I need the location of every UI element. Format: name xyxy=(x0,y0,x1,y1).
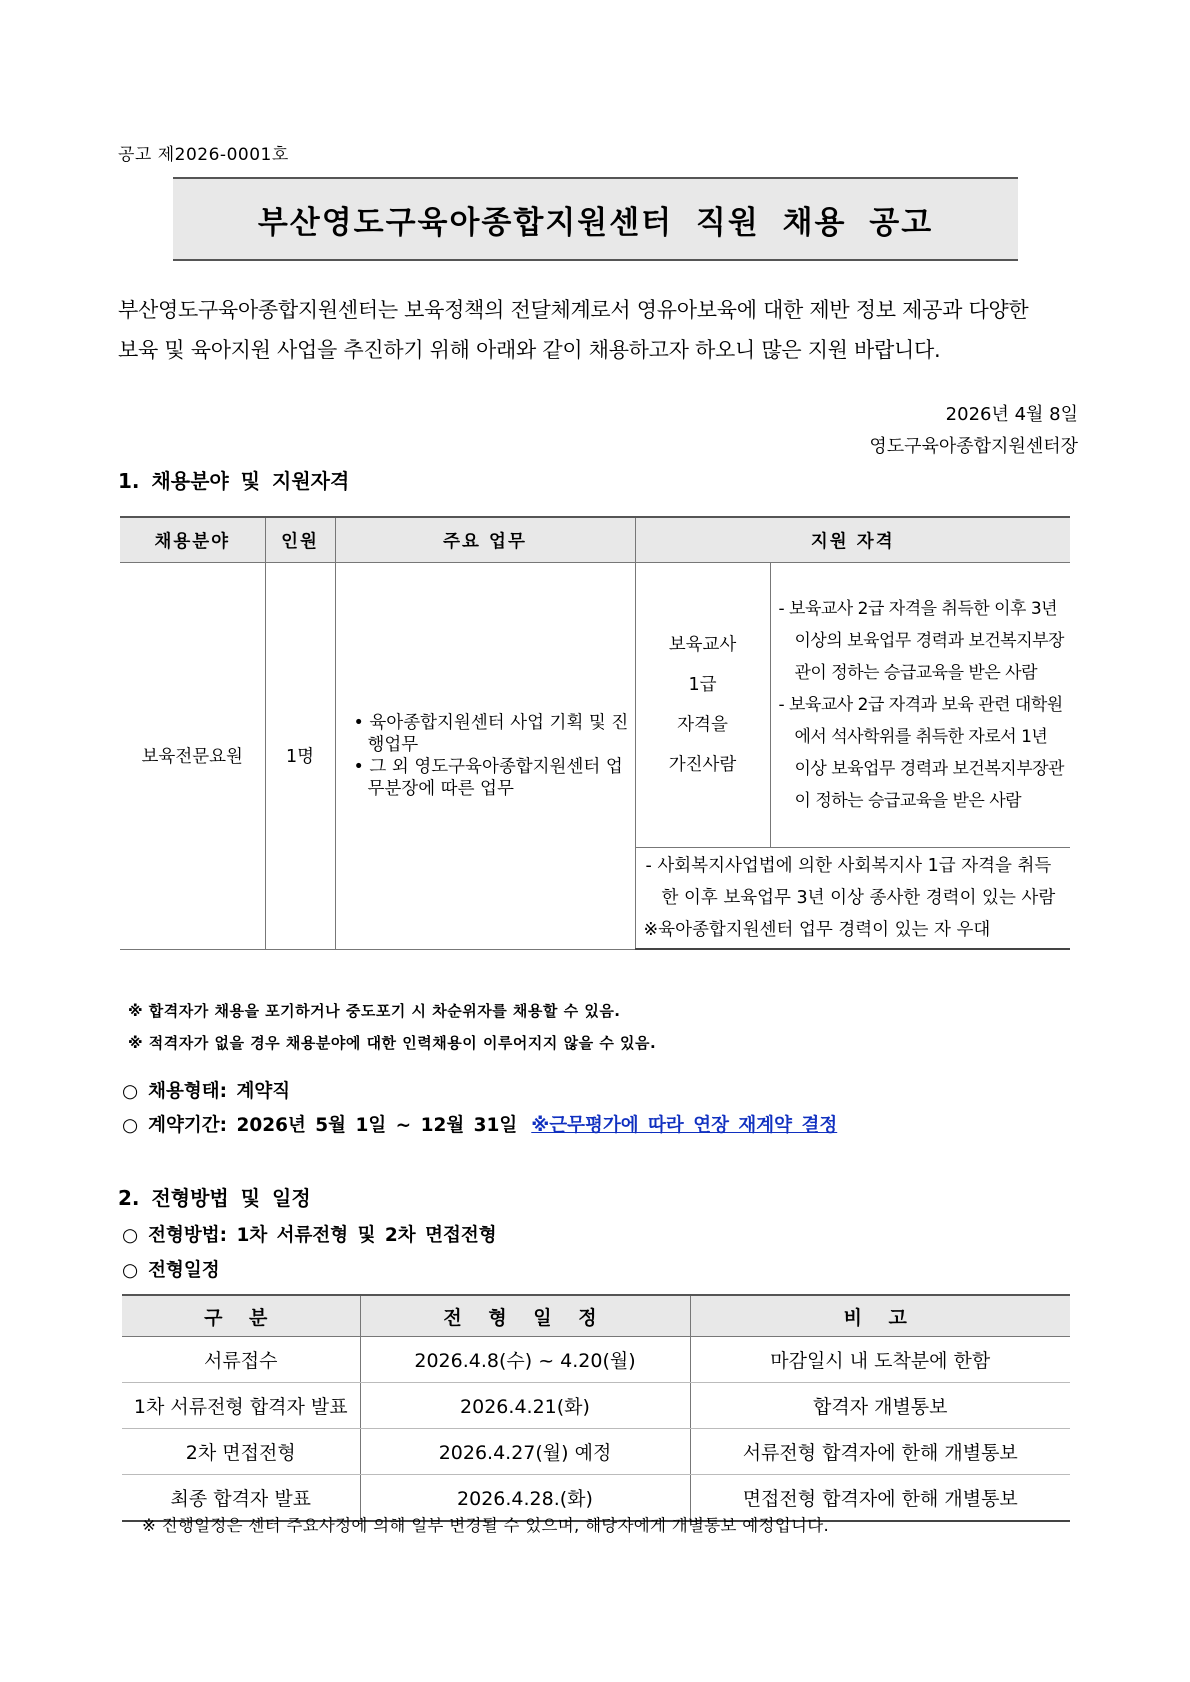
schedule-remark: 합격자 개별통보 xyxy=(690,1383,1070,1429)
schedule-header-row xyxy=(122,1295,1070,1337)
contract-renewal-note: ※근무평가에 따라 연장 재계약 결정 xyxy=(531,1115,838,1136)
contract-period-line xyxy=(122,1111,837,1137)
teacher-qualification-label xyxy=(635,563,770,848)
label-line: 가진사람 xyxy=(668,755,737,775)
schedule-date: 2026.4.27(월) 예정 xyxy=(360,1429,690,1475)
schedule-remark: 마감일시 내 도착분에 한함 xyxy=(690,1337,1070,1383)
employment-type-line xyxy=(122,1077,290,1103)
header-category: 구 분 xyxy=(122,1295,360,1337)
intro-paragraph xyxy=(118,290,1080,370)
qualification-item: - 보육교사 2급 자격을 취득한 이후 3년 이상의 보육업무 경력과 보건복지부장관이 정하는 승급교육을 받은 사람 xyxy=(778,599,1064,683)
schedule-table xyxy=(122,1294,1070,1522)
header-field: 채용분야 xyxy=(120,517,265,563)
schedule-label-line xyxy=(122,1256,220,1282)
schedule-remark: 면접전형 합격자에 한해 개별통보 xyxy=(690,1475,1070,1522)
circle-bullet-icon: ○ xyxy=(122,1115,139,1136)
recruitment-notes xyxy=(128,995,656,1059)
social-worker-qualification xyxy=(635,848,1070,950)
header-qualifications: 지원 자격 xyxy=(635,517,1070,563)
count-cell: 1명 xyxy=(265,563,335,950)
header-count: 인원 xyxy=(265,517,335,563)
intro-line-2: 보육 및 육아지원 사업을 추진하기 위해 아래와 같이 채용하고자 하오니 많은 지원 바랍니다. xyxy=(118,338,941,362)
note-item: ※ 합격자가 채용을 포기하거나 중도포기 시 차순위자를 채용할 수 있음. xyxy=(128,1002,621,1020)
note-item: ※ 적격자가 없을 경우 채용분야에 대한 인력채용이 이루어지지 않을 수 있음. xyxy=(128,1034,657,1052)
table-row xyxy=(122,1337,1070,1383)
schedule-date: 2026.4.21(화) xyxy=(360,1383,690,1429)
label-line: 1급 xyxy=(688,675,717,695)
schedule-date: 2026.4.8(수) ~ 4.20(월) xyxy=(360,1337,690,1383)
schedule-remark: 서류전형 합격자에 한해 개별통보 xyxy=(690,1429,1070,1475)
recruitment-header-row xyxy=(120,517,1070,563)
header-schedule: 전 형 일 정 xyxy=(360,1295,690,1337)
section2-heading: 2. 전형방법 및 일정 xyxy=(118,1186,311,1210)
preference-note: ※육아종합지원센터 업무 경력이 있는 자 우대 xyxy=(643,920,991,940)
schedule-category: 최종 합격자 발표 xyxy=(122,1475,360,1522)
circle-bullet-icon: ○ xyxy=(122,1260,139,1281)
circle-bullet-icon: ○ xyxy=(122,1225,139,1246)
schedule-category: 서류접수 xyxy=(122,1337,360,1383)
label-line: 보육교사 xyxy=(668,635,737,655)
issuer: 영도구육아종합지원센터장 xyxy=(869,436,1078,457)
field-cell: 보육전문요원 xyxy=(120,563,265,950)
social-worker-text: - 사회복지사업법에 의한 사회복지사 1급 자격을 취득한 이후 보육업무 3년 이상 종사한 경력이 있는 사람 xyxy=(645,856,1056,908)
table-row xyxy=(122,1383,1070,1429)
duty-item: • 그 외 영도구육아종합지원센터 업무분장에 따른 업무 xyxy=(353,756,623,799)
label-line: 자격을 xyxy=(677,715,728,735)
notice-number: 공고 제2026-0001호 xyxy=(118,145,289,165)
duties-cell xyxy=(335,563,635,950)
contract-period: 계약기간: 2026년 5월 1일 ~ 12월 31일 xyxy=(148,1115,518,1136)
schedule-label: 전형일정 xyxy=(148,1260,220,1281)
selection-method: 전형방법: 1차 서류전형 및 2차 면접전형 xyxy=(148,1225,497,1246)
recruitment-table xyxy=(120,516,1070,950)
teacher-qualifications xyxy=(770,563,1070,848)
title-banner xyxy=(173,177,1018,261)
page-title: 부산영도구육아종합지원센터 직원 채용 공고 xyxy=(257,204,934,241)
qualification-item: - 보육교사 2급 자격과 보육 관련 대학원에서 석사학위를 취득한 자로서 1년 이상 보육업무 경력과 보건복지부장관이 정하는 승급교육을 받은 사람 xyxy=(778,695,1064,811)
schedule-date: 2026.4.28.(화) xyxy=(360,1475,690,1522)
selection-method-line xyxy=(122,1221,497,1247)
section1-heading: 1. 채용분야 및 지원자격 xyxy=(118,469,350,493)
circle-bullet-icon: ○ xyxy=(122,1081,139,1102)
schedule-footnote: ※ 진행일정은 센터 주요사정에 의해 일부 변경될 수 있으며, 해당자에게 개별통보 예정입니다. xyxy=(142,1516,830,1535)
schedule-category: 1차 서류전형 합격자 발표 xyxy=(122,1383,360,1429)
header-remarks: 비 고 xyxy=(690,1295,1070,1337)
table-row xyxy=(122,1429,1070,1475)
notice-date: 2026년 4월 8일 xyxy=(945,404,1078,425)
employment-type: 채용형태: 계약직 xyxy=(148,1081,291,1102)
duty-item: • 육아종합지원센터 사업 기획 및 진행업무 xyxy=(353,712,629,755)
header-duties: 주요 업무 xyxy=(335,517,635,563)
schedule-category: 2차 면접전형 xyxy=(122,1429,360,1475)
intro-line-1: 부산영도구육아종합지원센터는 보육정책의 전달체계로서 영유아보육에 대한 제반 정보 제공과 다양한 xyxy=(118,298,1029,322)
recruitment-row xyxy=(120,563,1070,848)
